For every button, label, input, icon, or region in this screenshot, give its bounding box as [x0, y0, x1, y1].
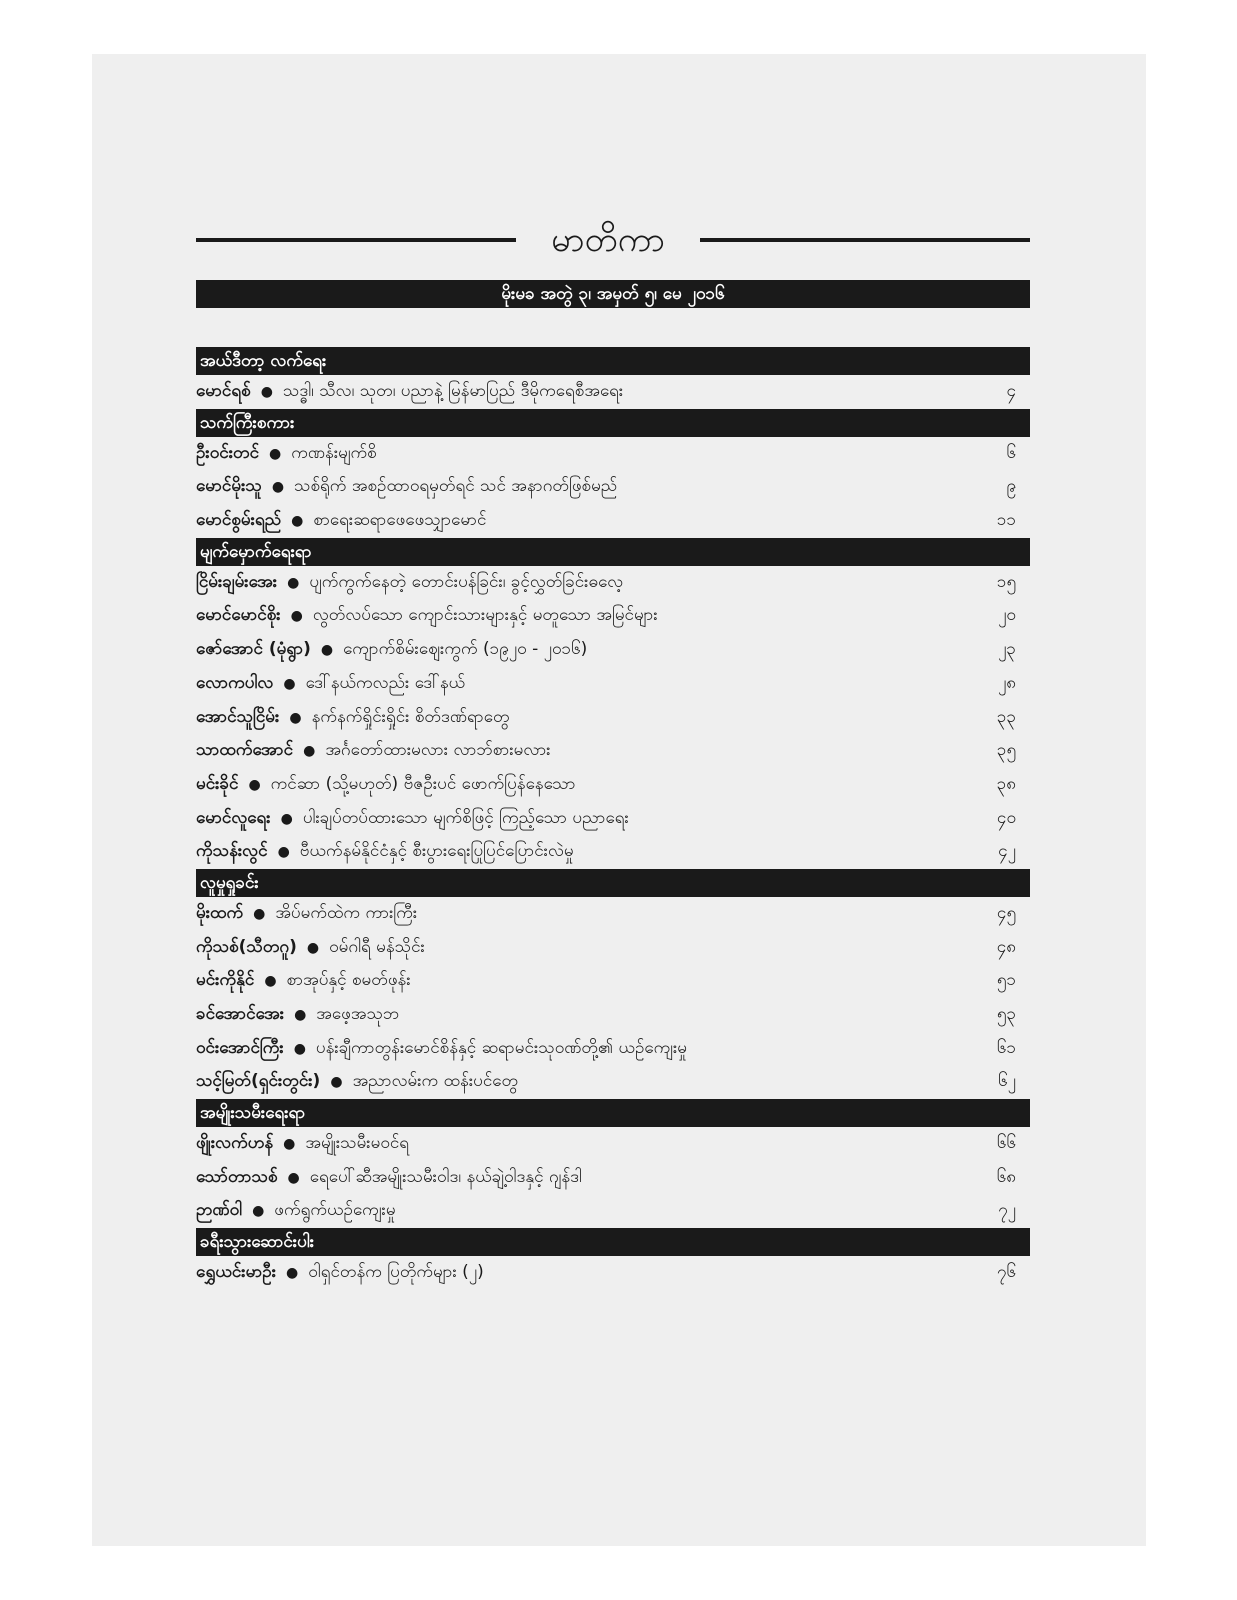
toc-entry[interactable]: [196, 667, 1030, 701]
bullet-icon: ●: [287, 1169, 300, 1186]
entry-title: သစ်ရိုက် အစဉ်ထာဝရမှတ်ရင် သင် အနာဂတ်ဖြစ်မည်: [294, 476, 618, 497]
toc-entry[interactable]: [196, 802, 1030, 836]
entry-title: ဝါရှင်တန်က ပြတိုက်များ (၂): [308, 1262, 484, 1283]
entry-title: အညာလမ်းက ထန်းပင်တွေ: [352, 1071, 519, 1092]
bullet-icon: ●: [320, 642, 334, 659]
toc-entry[interactable]: [196, 1256, 1030, 1290]
entry-title: သဒ္ဓါ၊ သီလ၊ သုတ၊ ပညာနဲ့ မြန်မာပြည် ဒီမိုကရေစီအရေး: [282, 381, 624, 401]
entry-author: မောင်ရစ်: [196, 381, 251, 401]
toc-entry[interactable]: [196, 470, 1030, 504]
toc-entry[interactable]: [196, 1127, 1030, 1161]
entry-author: ခင်အောင်အေး: [196, 1004, 285, 1024]
entry-page-number: ၄၅: [996, 902, 1016, 923]
entry-author: ဝင်းအောင်ကြီး: [196, 1037, 284, 1058]
entry-author: ဉာဏ်ဝါ: [196, 1200, 243, 1221]
entry-title: ဗီယက်နမ်နိုင်ငံနှင့် စီးပွားရေးပြုပြင်ပြောင်းလဲမှု: [299, 841, 574, 862]
toc-entry[interactable]: [196, 437, 1030, 471]
entry-page-number: ၁၁: [996, 510, 1016, 531]
entry-title: ဒေါ်နယ်ကလည်း ဒေါ်နယ်: [305, 672, 466, 693]
entry-title: ရေပေါ်ဆီအမျိုးသမီးဝါဒ၊ နယ်ချဲ့ဝါဒနှင့် ဂျန်ဒါ: [309, 1166, 582, 1187]
entry-page-number: ၃၈: [996, 773, 1016, 794]
entry-author: မင်းခိုင်: [196, 773, 239, 794]
bullet-icon: ●: [283, 1136, 296, 1153]
entry-title: ကင်ဆာ (သို့မဟုတ်) ဗီဇဦးပင် ဖောက်ပြန်နေသော: [270, 773, 576, 794]
toc-entry[interactable]: [196, 734, 1030, 768]
bullet-icon: ●: [271, 479, 285, 496]
bullet-icon: ●: [286, 1265, 299, 1282]
bullet-icon: ●: [269, 445, 282, 462]
bullet-icon: ●: [253, 905, 266, 922]
entry-page-number: ၅၁: [996, 970, 1016, 991]
bullet-icon: ●: [330, 1074, 343, 1091]
entry-title: အိပ်မက်ထဲက ကားကြီး: [275, 902, 418, 923]
bullet-icon: ●: [248, 776, 261, 793]
entry-author: ဦးဝင်းတင်: [196, 442, 260, 463]
entry-author: ကိုသန်းလွင်: [196, 841, 268, 862]
entry-page-number: ၂၈: [997, 672, 1016, 693]
entry-page-number: ၆၈: [996, 1166, 1016, 1187]
entry-page-number: ၂၀: [998, 605, 1016, 626]
entry-page-number: ၄၀: [996, 807, 1016, 828]
entry-title: ပျက်ကွက်နေတဲ့ တောင်းပန်ခြင်း၊ ခွင့်လွှတ်ခြင်းဓလေ့: [309, 571, 624, 592]
toc-entry[interactable]: [196, 964, 1030, 998]
entry-author: မိုးထက်: [196, 902, 244, 923]
entry-author: အောင်သူငြိမ်း: [196, 706, 280, 727]
section-header: ခရီးသွားဆောင်းပါး: [196, 1228, 1030, 1256]
entry-page-number: ၆၆: [996, 1133, 1016, 1154]
entry-author: သာထက်အောင်: [196, 740, 294, 761]
entry-author: သော်တာသစ်: [196, 1166, 278, 1187]
toc-entry[interactable]: [196, 931, 1030, 965]
toc-entry[interactable]: [196, 998, 1030, 1032]
entry-author: မောင်မိုးသူ: [196, 476, 262, 497]
entry-title: အဖေ့အသုဘ: [316, 1004, 400, 1024]
entry-author: မောင်စွမ်းရည်: [196, 510, 282, 531]
entry-author: မင်းကိုနိုင်: [196, 970, 255, 991]
table-of-contents: [196, 347, 1030, 1290]
entry-author: သင့်မြတ်(ရှင်းတွင်း): [196, 1071, 321, 1092]
toc-entry[interactable]: [196, 1194, 1030, 1228]
toc-entry[interactable]: [196, 835, 1030, 869]
page-background: [92, 54, 1146, 1546]
toc-title: မာတိကာ: [551, 220, 665, 260]
entry-author: လောကပါလ: [196, 672, 274, 693]
bullet-icon: ●: [252, 1203, 265, 1220]
toc-entry[interactable]: [196, 1065, 1030, 1099]
section-header: သက်ကြီးစကား: [196, 409, 1030, 437]
section-header: အယ်ဒီတာ့ လက်ရေး: [196, 347, 1030, 375]
entry-page-number: ၇၂: [998, 1200, 1016, 1221]
entry-page-number: ၅၃: [996, 1004, 1016, 1024]
entry-page-number: ၁၅: [996, 571, 1016, 592]
toc-entry[interactable]: [196, 701, 1030, 735]
issue-banner: မိုးမခ အတွဲ ၃၊ အမှတ် ၅၊ မေ ၂၀၁၆: [196, 280, 1030, 308]
entry-author: ကိုသစ်(သီတဂူ): [196, 936, 297, 957]
entry-page-number: ၆၂: [998, 1071, 1016, 1092]
entry-page-number: ၃၅: [996, 740, 1016, 761]
entry-page-number: ၄၂: [998, 841, 1016, 862]
toc-entry[interactable]: [196, 566, 1030, 600]
bullet-icon: ●: [277, 844, 290, 861]
entry-author: ဖျိုးလက်ဟန်: [196, 1133, 274, 1154]
section-header: အမျိုးသမီးရေးရာ: [196, 1099, 1030, 1127]
toc-entry[interactable]: [196, 599, 1030, 633]
entry-title: စာအုပ်နှင့် စမတ်ဖုန်း: [286, 970, 411, 991]
entry-page-number: ၄၈: [996, 936, 1016, 957]
entry-title: ကျောက်စိမ်းဈေးကွက် (၁၉၂၀ - ၂၀၁၆): [343, 639, 588, 660]
bullet-icon: ●: [290, 608, 303, 625]
bullet-icon: ●: [283, 675, 296, 692]
toc-entry[interactable]: [196, 504, 1030, 538]
entry-author: မောင်မောင်စိုး: [196, 605, 281, 626]
toc-entry[interactable]: [196, 1161, 1030, 1195]
bullet-icon: ●: [303, 743, 316, 760]
entry-title: အမျိုးသမီးမဝင်ရ: [305, 1133, 410, 1154]
entry-page-number: ၂၃: [998, 639, 1016, 660]
entry-author: ငြိမ်းချမ်းအေး: [196, 571, 278, 592]
bullet-icon: ●: [289, 709, 302, 726]
entry-title: လွတ်လပ်သော ကျောင်းသားများနှင့် မတူသော အမြင်များ: [312, 605, 658, 626]
entry-page-number: ၆: [1006, 442, 1016, 463]
entry-title: ကဏန်းမျက်စိ: [291, 442, 377, 463]
entry-page-number: ၆၁: [996, 1037, 1016, 1058]
bullet-icon: ●: [291, 513, 304, 530]
entry-author: ဇော်အောင် (မုံရွာ): [196, 639, 311, 660]
entry-author: မောင်လူရေး: [196, 807, 271, 828]
section-header: လူမှုရှုခင်း: [196, 869, 1030, 897]
bullet-icon: ●: [294, 1007, 307, 1023]
entry-author: ရွှေယင်းမာဦး: [196, 1262, 277, 1283]
bullet-icon: ●: [264, 973, 277, 990]
bullet-icon: ●: [306, 939, 320, 956]
toc-entry[interactable]: [196, 633, 1030, 667]
entry-title: ပါးချပ်တပ်ထားသော မျက်စိဖြင့် ကြည့်သော ပညာရေး: [302, 807, 629, 828]
section-header: မျက်မှောက်ရေးရာ: [196, 538, 1030, 566]
entry-title: ပန်းချီကာတွန်းမောင်စိန်နှင့် ဆရာမင်းသုဝဏ်တို့၏ ယဉ်ကျေးမှု: [315, 1037, 687, 1058]
entry-page-number: ၃၃: [996, 706, 1016, 727]
entry-title: ဖက်ရွက်ယဉ်ကျေးမှု: [274, 1200, 396, 1221]
bullet-icon: ●: [260, 384, 273, 400]
toc-entry[interactable]: [196, 897, 1030, 931]
entry-title: စာရေးဆရာဖေဖေသျှာမောင်: [313, 510, 487, 531]
entry-page-number: ၉: [1006, 476, 1016, 497]
toc-heading: [196, 210, 1030, 270]
bullet-icon: ●: [293, 1040, 306, 1057]
entry-title: အင်္ဂတော်ထားမလား လာဘ်စားမလား: [325, 740, 551, 761]
toc-entry[interactable]: [196, 768, 1030, 802]
bullet-icon: ●: [280, 810, 293, 827]
bullet-icon: ●: [287, 574, 300, 591]
heading-rule-right: [700, 238, 1030, 242]
entry-title: ဝမ်ဂါရီ မန်သိုင်း: [329, 936, 425, 957]
toc-entry[interactable]: [196, 1032, 1030, 1066]
entry-page-number: ၇၆: [996, 1262, 1016, 1283]
heading-rule-left: [196, 238, 516, 242]
entry-page-number: ၄: [1006, 381, 1016, 401]
entry-title: နက်နက်ရှိုင်းရှိုင်း စိတ်ဒဏ်ရာတွေ: [311, 706, 510, 727]
toc-entry[interactable]: [196, 375, 1030, 409]
